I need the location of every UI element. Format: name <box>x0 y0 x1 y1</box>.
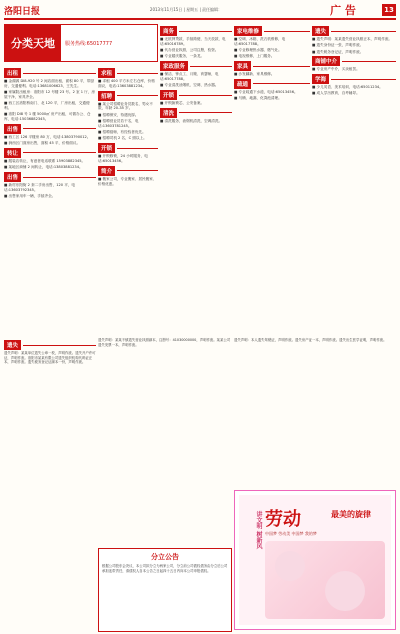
category-tag: 招聘 <box>98 91 115 101</box>
category-tag: 家具 <box>234 61 251 71</box>
classified-item: ■ 代办营业执照，公司注册，验资。 <box>160 48 219 53</box>
labor-title: 劳动 <box>265 509 301 530</box>
banner-phone: 服务热线:65017777 <box>65 40 113 47</box>
category-tag: 转让 <box>4 148 21 158</box>
column-1 <box>4 66 96 200</box>
classified-item: ■ 金湖源 DI8-920 号 2 间店面出租，面积 80 平，带厨房，交通便利。电话:13681006623，王先生。 <box>4 79 95 88</box>
labor-side-text: 讲文明 树新风 <box>255 511 262 550</box>
classified-item: ■ 少儿英语、美术培训，电话:65011234。 <box>312 85 383 90</box>
lower-left-block <box>4 338 96 365</box>
classifieds-banner <box>4 24 158 62</box>
classified-item: ■ 洛阳 DI8 号 1 楼 5000㎡ 房产出租，可做办公、仓库，电话:15036882345。 <box>4 112 91 122</box>
category-tag: 出售 <box>4 124 21 134</box>
banner-title: 分类天地 <box>5 25 61 61</box>
classified-item: ■ 专业房产中介，买卖租赁。 <box>312 67 360 72</box>
page-number: 13 <box>382 4 396 16</box>
category-tag: 学海 <box>312 74 329 84</box>
classified-item: ■ 马桶、地漏、化粪池清理。 <box>234 96 282 101</box>
category-tag: 疏通 <box>234 79 251 89</box>
lower-right-block <box>234 338 396 343</box>
labor-subtitle: 最美的旋律 <box>331 510 371 519</box>
labor-ad <box>234 490 396 630</box>
category-header <box>160 108 232 118</box>
classified-item: ■ 招聘厨师，有经验者优先。 <box>98 130 146 135</box>
category-tag: 遗失 <box>312 26 329 36</box>
classified-item: ■ 招聘司机 2 名，C 照以上。 <box>98 136 147 141</box>
classified-item: ■ 求租 400 平方米左右仓库，价格面议，电话:13603881234。 <box>98 79 155 88</box>
classified-item: ■ 专业疏通下水道，电话:65013456。 <box>234 89 298 94</box>
category-tag: 求租 <box>98 68 115 78</box>
category-tag: 家电维修 <box>234 26 262 36</box>
category-header <box>98 166 158 176</box>
classified-item: ■ 遗失身份证一张，声明作废。 <box>312 43 364 48</box>
category-header <box>312 26 396 36</box>
branch-title: 分立公告 <box>151 553 179 561</box>
classified-item: ■ 开锁修锁，24 小时服务，电话:65013456。 <box>98 154 148 163</box>
category-tag: 商务 <box>160 26 177 36</box>
section-title: 广 告 <box>330 4 356 17</box>
classified-item: ■ 家属院出租房：洛阳市 12 号楼 23 号。2 室 1 厅，房屋干净，家具齐全。 <box>4 90 95 99</box>
classified-item: ■ 搬家公司，专业搬家、居民搬家、价格优惠。 <box>98 176 157 186</box>
lower-right-text: 遗失声明：本人遗失驾驶证，声明作废。遗失房产证一本，声明作废。遗失出生医学证明，声明作废。 <box>234 338 387 342</box>
classified-item: ■ 开锁换锁芯，公安备案。 <box>160 101 205 106</box>
classified-item: ■ 西工区 126 平楼房 80 万，电话:13803790012。 <box>4 134 91 139</box>
classified-item: ■ 涧西区门面房出售，面积 45 平，价格面议。 <box>4 141 81 146</box>
classified-item: ■ 沙发翻新、家具维修。 <box>234 72 275 77</box>
category-tag: 清洗 <box>160 108 177 118</box>
category-header <box>160 90 232 100</box>
branch-notice <box>98 548 232 632</box>
lower-mid-block <box>98 338 232 347</box>
category-tag: 开锁 <box>98 143 115 153</box>
lower-category-tag: 遗失 <box>4 340 21 350</box>
page-header <box>4 2 396 20</box>
category-header <box>4 148 96 158</box>
category-tag: 商铺中介 <box>312 56 340 66</box>
category-header <box>4 124 96 134</box>
category-header <box>98 143 158 153</box>
classified-item: ■ 西工区洛阳桥南门、北 120 平，厂房出租，交通便利。 <box>4 101 90 110</box>
category-header <box>98 91 158 101</box>
category-header <box>98 68 158 78</box>
category-header <box>234 61 310 71</box>
classified-item: ■ 新村东阳街 2 套二手房出售，120 平，电话:13603792345。 <box>4 183 76 192</box>
category-header <box>234 26 310 36</box>
classified-item: ■ 保洁、钟点工、月嫂、育婴师，电话:65017788。 <box>160 72 219 81</box>
newspaper-logo: 洛阳日报 <box>4 6 41 17</box>
classified-item: ■ 招聘保安，待遇优厚。 <box>98 112 139 117</box>
category-header <box>160 61 232 71</box>
labor-slogans: 中国梦 劳动美 中国梦 我的梦 <box>265 531 317 536</box>
lower-left-text: 遗失声明：某某单位遗失公章一枚，声明作废。遗失开户许可证，声明作废。洛阳市某某有限公司遗失组织机构代码证正本，声明作废。遗失税务登记证副本一份，声明作废。 <box>4 351 96 365</box>
classified-item: ■ 空调、冰箱、洗衣机维修，电话:65017788。 <box>234 37 286 46</box>
lower-mid-text: 遗失声明：某某不慎遗失营业执照副本，注册号：41030000000，声明作废。某某公司遗失发票一本，声明作废。 <box>98 338 231 347</box>
classified-item: ■ 清洗服务，油烟机清洗，空调清洗。 <box>160 118 223 123</box>
classified-item: ■ 遗失税务登记证，声明作废。 <box>312 49 364 54</box>
branch-text: 根据公司股东会决议，本公司拟分立为两家公司，分立前公司债权债务由分立后公司承担连带责任，请债权人自本公告之日起四十五日内向本公司申报债权。 <box>102 564 228 573</box>
classified-item: ■ 招聘营业员若干名，电话:13603781245。 <box>98 118 139 128</box>
column-3 <box>160 24 232 125</box>
classified-item: ■ 专业清洗油烟机、空调、热水器。 <box>160 83 219 88</box>
category-header <box>4 68 96 78</box>
category-tag: 出售 <box>4 172 21 182</box>
column-2 <box>98 66 158 188</box>
classified-item: ■ 无抵押贷款，手续简便，当天放款，电话:65016789。 <box>160 37 226 46</box>
category-header <box>234 79 310 89</box>
category-tag: 开锁 <box>160 90 177 100</box>
category-header <box>160 26 232 36</box>
classified-item: ■ 电视维修，上门服务。 <box>234 54 275 59</box>
classified-item: ■ 专业婚庆服务，一条龙。 <box>160 54 205 59</box>
classified-item: ■ 某公司招聘业务员数名，男女不限，年龄 20-35 岁。 <box>98 101 153 111</box>
header-meta: 2013年11月15日 | 星期五 | 责任编辑： <box>149 7 223 12</box>
category-header <box>312 74 396 84</box>
classified-item: ■ 某地区商铺 2 间转让，电话:13803881234。 <box>4 165 83 170</box>
classified-item: ■ 专业修理热水器、燃气灶。 <box>234 48 282 53</box>
category-tag: 简介 <box>98 166 115 176</box>
classified-item: ■ 遗失声明：某某遗失营业执照正本，声明作废。 <box>312 37 393 41</box>
classified-item: ■ 服装店转让，有意者电话联系 15903882345。 <box>4 158 86 163</box>
category-tag: 家政服务 <box>160 61 188 71</box>
column-4 <box>234 24 310 103</box>
category-tag: 出租 <box>4 68 21 78</box>
classified-item: ■ 成人学历教育，自考辅导。 <box>312 91 360 96</box>
labor-illustration <box>265 541 385 619</box>
column-5 <box>312 24 396 98</box>
category-header <box>4 172 96 182</box>
category-header <box>312 56 396 66</box>
classified-item: ■ 出售家用车一辆，手续齐全。 <box>4 194 56 199</box>
